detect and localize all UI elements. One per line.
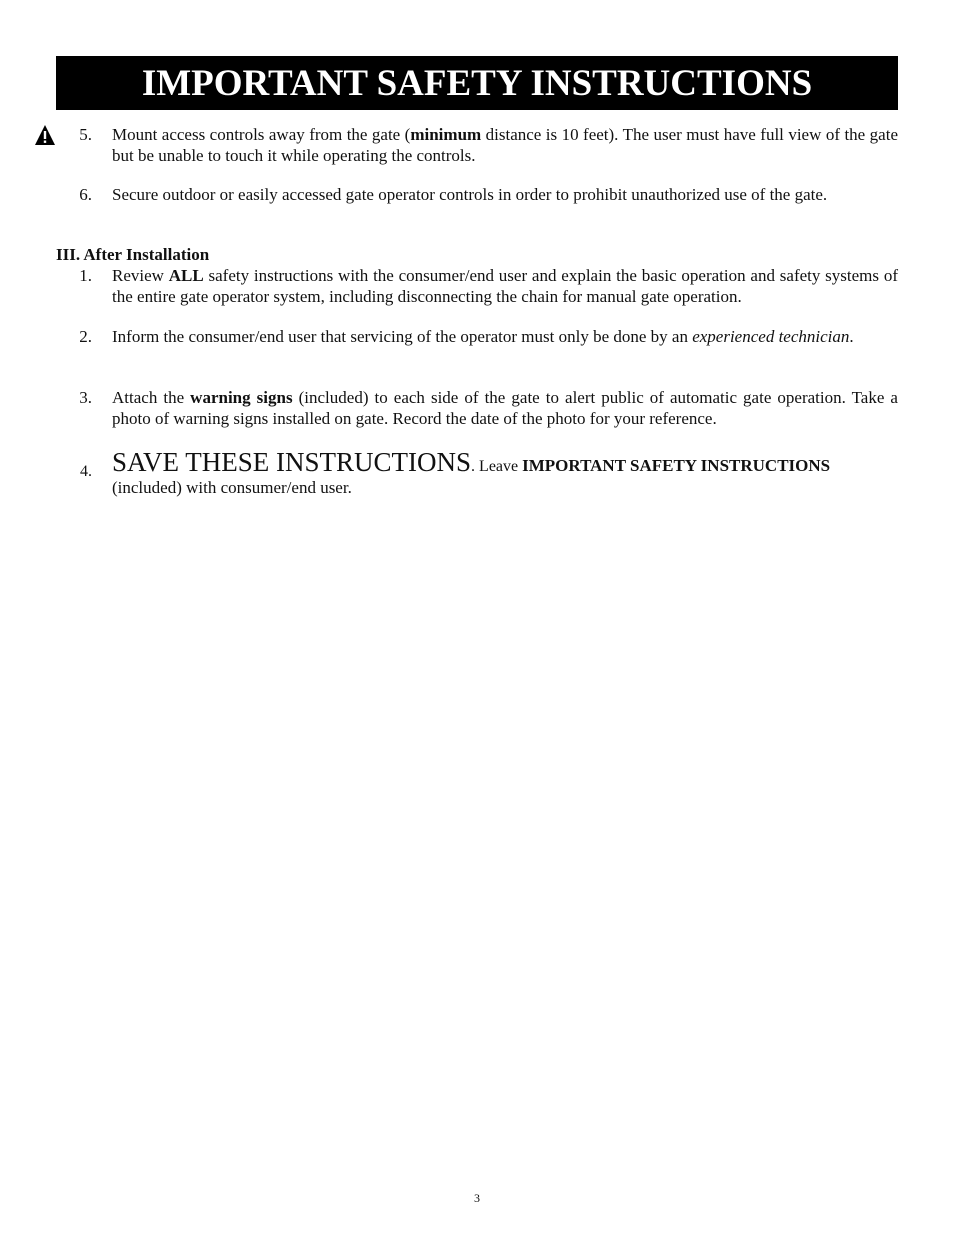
item-number: 1. xyxy=(79,266,92,285)
item-text xyxy=(112,265,898,307)
list-item xyxy=(56,326,898,347)
title-banner xyxy=(56,56,898,110)
item-text-bold: ALL xyxy=(168,266,204,285)
page-number: 3 xyxy=(474,1191,480,1205)
item-text-part: Inform the consumer/end user that servicing of the operator must only be done by an xyxy=(112,327,693,346)
item-text-bold: IMPORTANT SAFETY INSTRUCTIONS xyxy=(522,456,831,475)
item-text-part: . xyxy=(849,327,854,346)
item-text-part: (included) to each side of the gate to alert public of automatic gate operation. Take a photo of warning signs installed on gate. Record the date of the photo for your reference. xyxy=(112,388,898,428)
item-text-part: Mount access controls away from the gate ( xyxy=(112,125,411,144)
list-item xyxy=(56,387,898,429)
list-item xyxy=(56,184,898,205)
item-number: 6. xyxy=(79,185,92,204)
item-number: 2. xyxy=(79,327,92,346)
item-number: 3. xyxy=(79,388,92,407)
item-text: Secure outdoor or easily accessed gate operator controls in order to prohibit unauthorized use of the gate. xyxy=(112,185,828,204)
section-heading: III. After Installation xyxy=(56,245,210,264)
item-text-bold: minimum xyxy=(410,125,482,144)
item-text-italic: experienced technician xyxy=(692,327,850,346)
item-text-part: distance is 10 feet). The user must have full view of the gate but be unable to touch it while operating the controls. xyxy=(112,125,898,165)
save-instructions-text: SAVE THESE INSTRUCTIONS xyxy=(112,447,472,477)
item-text-part: Review xyxy=(112,266,169,285)
list-item xyxy=(56,447,898,498)
item-number: 4. xyxy=(80,463,92,480)
item-text xyxy=(112,326,898,347)
item-text xyxy=(112,447,898,498)
item-text xyxy=(112,387,898,429)
list-item xyxy=(56,124,898,166)
warning-triangle-icon xyxy=(34,124,56,146)
item-text xyxy=(112,124,898,166)
item-number: 5. xyxy=(79,125,92,144)
item-text-bold: warning signs xyxy=(190,388,293,407)
item-text-part: . Leave xyxy=(471,458,523,475)
item-text-part: Attach the xyxy=(112,388,191,407)
item-text-part: (included) with consumer/end user. xyxy=(112,478,352,497)
list-item xyxy=(56,265,898,307)
page-title: IMPORTANT SAFETY INSTRUCTIONS xyxy=(141,62,813,104)
item-text-part: safety instructions with the consumer/end user and explain the basic operation and safety systems of the entire gate operator system, including disconnecting the chain for manual gate operation. xyxy=(112,266,898,306)
